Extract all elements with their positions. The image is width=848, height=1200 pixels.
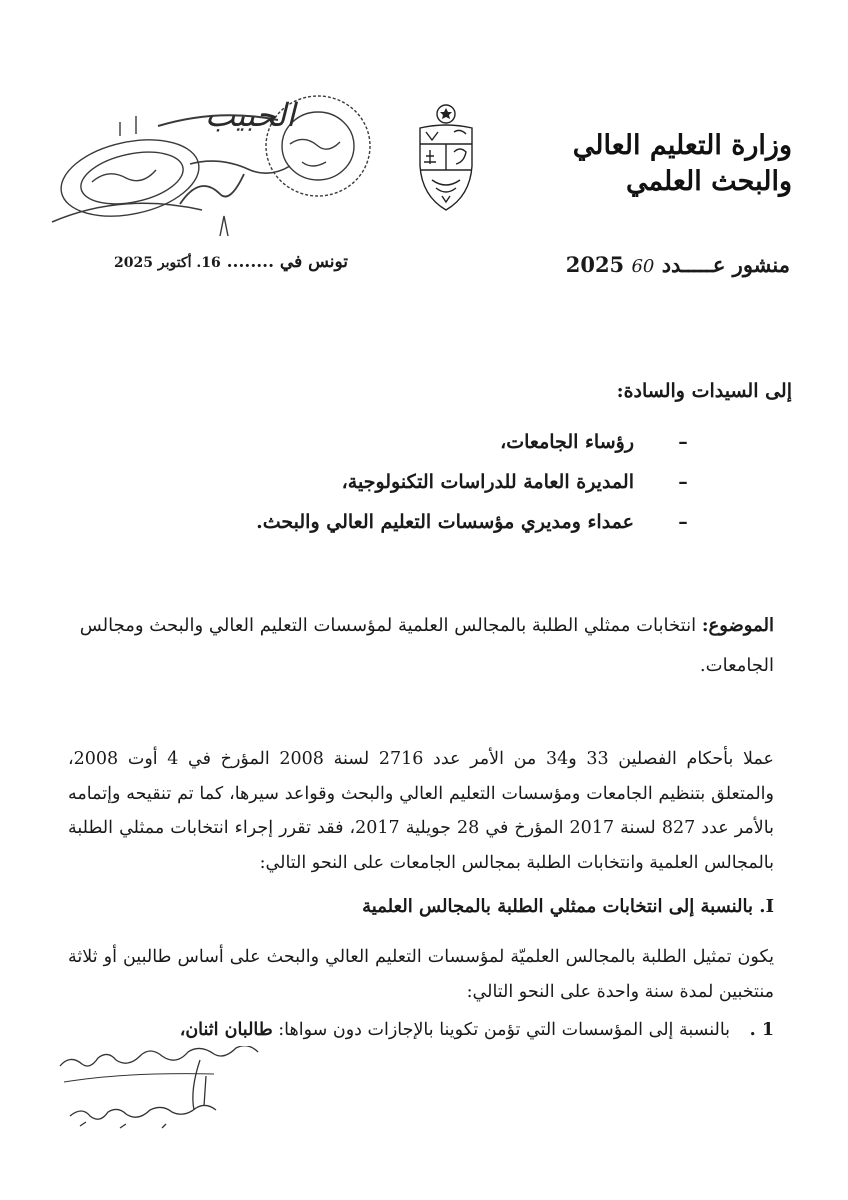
ministry-name-line1: وزارة التعليم العالي (572, 130, 792, 161)
date-line (114, 252, 348, 272)
addressee-title: إلى السيدات والسادة: (616, 380, 792, 402)
recipient-text: المديرة العامة للدراسات التكنولوجية، (341, 471, 634, 493)
item-value: طالبان اثنان، (179, 1020, 273, 1040)
list-item (178, 502, 698, 542)
date-value: 16. أكتوبر 2025 (114, 255, 221, 271)
date-label: تونس في ........ (226, 252, 349, 272)
list-dash: – (678, 471, 688, 493)
list-item (68, 1020, 774, 1040)
recipient-text: عمداء ومديري مؤسسات التعليم العالي والبحث. (256, 511, 634, 533)
list-item (178, 462, 698, 502)
section-title: I. بالنسبة إلى انتخابات ممثلي الطلبة بالمجالس العلمية (362, 896, 774, 917)
section-paragraph: يكون تمثيل الطلبة بالمجالس العلميّة لمؤسسات التعليم العالي والبحث على أساس طالبين أو ثلاثة منتخبين لمدة سنة واحدة على النحو التالي: (68, 947, 774, 1002)
list-dash: – (678, 431, 688, 453)
ministry-header (572, 128, 792, 200)
handwritten-signature-name: الحبيب (205, 96, 296, 134)
subject (74, 606, 774, 686)
coat-of-arms-icon (412, 96, 480, 216)
circular-year: 2025 (565, 252, 625, 277)
recipient-text: رؤساء الجامعات، (500, 431, 634, 453)
item-text: بالنسبة إلى المؤسسات التي تؤمن تكوينا بالإجازات دون سواها: (278, 1020, 731, 1040)
minister-signature (50, 1046, 290, 1136)
ministry-name-line2: والبحث العلمي (625, 166, 792, 197)
circular-label: منشور عـــــدد (661, 252, 790, 277)
item-number: 1 . (749, 1020, 774, 1040)
body-intro-paragraph: عملا بأحكام الفصلين 33 و34 من الأمر عدد 2716 لسنة 2008 المؤرخ في 4 أوت 2008، والمتعلق بتنظيم الجامعات ومؤسسات التعليم العالي والبحث وقواعد سيرها، كما تم تنقيحه وإتمامه بالأمر عدد 827 لسنة 2017 المؤرخ في 28 جويلية 2017، فقد تقرر إجراء انتخابات ممثلي الطلبة بالمجالس العلمية وانتخابات الطلبة بمجالس الجامعات على النحو التالي: (68, 749, 774, 873)
list-dash: – (678, 511, 688, 533)
subject-text: انتخابات ممثلي الطلبة بالمجالس العلمية لمؤسسات التعليم العالي والبحث ومجالس الجامعات. (79, 615, 774, 676)
subject-label: الموضوع: (701, 615, 774, 636)
circular-number-value: 60 (631, 256, 655, 277)
recipient-list (178, 422, 698, 542)
list-item (178, 422, 698, 462)
circular-number (566, 252, 790, 277)
